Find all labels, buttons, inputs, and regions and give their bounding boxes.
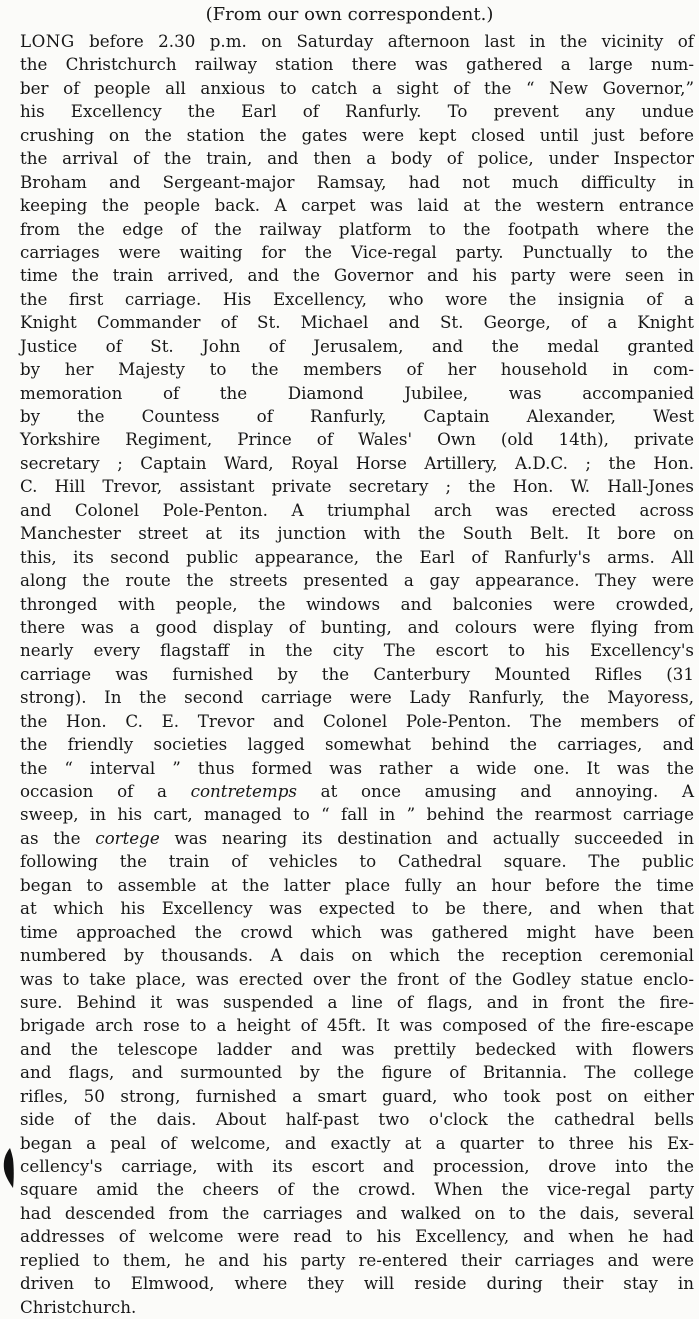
opening-word: LONG <box>20 31 75 51</box>
article-line: his Excellency the Earl of Ranfurly. To prevent any undue <box>20 101 694 122</box>
article-line: sure. Behind it was suspended a line of flags, and in front the fire- <box>20 991 694 1012</box>
article-line: this, its second public appearance, the Earl of Ranfurly's arms. All <box>20 546 694 567</box>
article-line: the Hon. C. E. Trevor and Colonel Pole-Penton. The members of <box>20 710 694 731</box>
article-line: the arrival of the train, and then a body of police, under Inspector <box>20 148 694 169</box>
article-line: the first carriage. His Excellency, who wore the insignia of a <box>20 288 694 309</box>
article-line: time the train arrived, and the Governor and his party were seen in <box>20 265 694 286</box>
article-line: square amid the cheers of the crowd. When the vice-regal party <box>20 1179 694 1200</box>
article-line: and the telescope ladder and was prettily bedecked with flowers <box>20 1038 694 1059</box>
article-line: Manchester street at its junction with the South Belt. It bore on <box>20 523 694 544</box>
article-line: the friendly societies lagged somewhat behind the carriages, and <box>20 734 694 755</box>
article-line: replied to them, he and his party re-entered their carriages and were <box>20 1249 694 1270</box>
article-line: ber of people all anxious to catch a sight of the “ New Governor,” <box>20 77 694 98</box>
article-line: time approached the crowd which was gathered might have been <box>20 921 694 942</box>
article-line: crushing on the station the gates were kept closed until just before <box>20 124 694 145</box>
article-line: began a peal of welcome, and exactly at a quarter to three his Ex- <box>20 1132 694 1153</box>
article-line: began to assemble at the latter place fully an hour before the time <box>20 874 694 895</box>
article-line: LONG before 2.30 p.m. on Saturday afternoon last in the vicinity of <box>20 31 694 51</box>
article-line: nearly every flagstaff in the city The escort to his Excellency's <box>20 640 694 661</box>
article-line: carriage was furnished by the Canterbury Mounted Rifles (31 <box>20 663 694 684</box>
italic-term: cortege <box>95 827 160 848</box>
article-line: thronged with people, the windows and balconies were crowded, <box>20 593 694 614</box>
article-line: keeping the people back. A carpet was laid at the western entrance <box>20 195 694 216</box>
article-line: Knight Commander of St. Michael and St. George, of a Knight <box>20 312 694 333</box>
article-line: by her Majesty to the members of her household in com- <box>20 359 694 380</box>
article-line: following the train of vehicles to Cathedral square. The public <box>20 851 694 872</box>
article-line: as the cortege was nearing its destination and actually succeeded in <box>20 827 694 848</box>
article-line: sweep, in his cart, managed to “ fall in ” behind the rearmost carriage <box>20 804 694 825</box>
article-line: brigade arch rose to a height of 45ft. It was composed of the fire-escape <box>20 1015 694 1036</box>
article-line: along the route the streets presented a gay appearance. They were <box>20 570 694 591</box>
article-line: driven to Elmwood, where they will reside during their stay in <box>20 1273 694 1294</box>
article-line: by the Countess of Ranfurly, Captain Alexander, West <box>20 406 694 426</box>
article-line: strong). In the second carriage were Lady Ranfurly, the Mayoress, <box>20 687 694 708</box>
article-line: and Colonel Pole-Penton. A triumphal arch was erected across <box>20 499 694 520</box>
article-line: Justice of St. John of Jerusalem, and the medal granted <box>20 335 694 356</box>
article-line: from the edge of the railway platform to the footpath where the <box>20 218 694 239</box>
article-line: carriages were waiting for the Vice-regal party. Punctually to the <box>20 241 694 262</box>
article-line: and flags, and surmounted by the figure of Britannia. The college <box>20 1062 694 1083</box>
italic-term: contretemps <box>190 781 297 801</box>
article-line: Christchurch. <box>20 1296 137 1317</box>
article-line: there was a good display of bunting, and colours were flying from <box>20 616 694 637</box>
article-line: cellency's carriage, with its escort and procession, drove into the <box>20 1156 694 1176</box>
article-line: at which his Excellency was expected to be there, and when that <box>20 898 694 919</box>
ink-blot-mark <box>2 1148 15 1188</box>
article-body <box>20 30 694 1319</box>
article-line: side of the dais. About half-past two o'clock the cathedral bells <box>20 1109 694 1130</box>
article-line: Yorkshire Regiment, Prince of Wales' Own (old 14th), private <box>20 429 694 450</box>
article-line: C. Hill Trevor, assistant private secretary ; the Hon. W. Hall-Jones <box>20 476 694 497</box>
article-line: numbered by thousands. A dais on which the reception ceremonial <box>20 945 694 966</box>
article-line: was to take place, was erected over the front of the Godley statue enclo- <box>20 968 694 989</box>
article-line: memoration of the Diamond Jubilee, was accompanied <box>20 382 694 403</box>
article-line: the Christchurch railway station there was gathered a large num- <box>20 54 694 75</box>
article-line: rifles, 50 strong, furnished a smart guard, who took post on either <box>20 1085 694 1106</box>
article-line: addresses of welcome were read to his Excellency, and when he had <box>20 1226 694 1247</box>
article-line: secretary ; Captain Ward, Royal Horse Artillery, A.D.C. ; the Hon. <box>20 452 694 473</box>
article-line: the “ interval ” thus formed was rather a wide one. It was the <box>20 757 694 778</box>
article-line: occasion of a contretemps at once amusing and annoying. A <box>20 781 694 801</box>
article-line: had descended from the carriages and walked on to the dais, several <box>20 1202 694 1223</box>
article-line: Broham and Sergeant-major Ramsay, had not much difficulty in <box>20 171 694 192</box>
correspondent-heading: (From our own correspondent.) <box>205 4 494 25</box>
